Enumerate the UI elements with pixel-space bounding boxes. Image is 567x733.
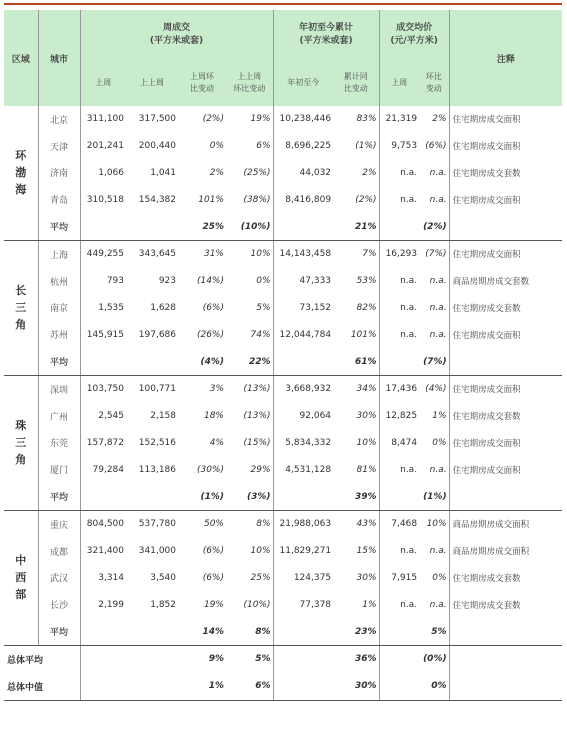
- empty-cell: [273, 645, 333, 672]
- prev-wow-change: 0%: [226, 268, 273, 295]
- note: 住宅期房成交面积: [452, 385, 521, 396]
- avg-price: n.a.: [400, 167, 418, 178]
- last-week-value: 79,284: [92, 464, 124, 475]
- yoy-change: 82%: [333, 295, 379, 322]
- empty-cell: [80, 673, 126, 700]
- wow-change: 19%: [203, 599, 224, 610]
- header-price-last-week: 上周: [379, 60, 419, 106]
- summary-wow-change: 9%: [208, 654, 224, 665]
- avg-price: 9,753: [391, 141, 418, 152]
- price-change: n.a.: [419, 268, 449, 295]
- yoy-change: 101%: [333, 321, 379, 348]
- price-change: 0%: [419, 430, 449, 457]
- week-before-value: 1,628: [150, 302, 176, 313]
- wow-change: 3%: [209, 384, 224, 395]
- note: 住宅期房成交面积: [452, 142, 521, 153]
- ytd-value: 92,064: [299, 411, 332, 422]
- city-name: 东莞: [38, 430, 80, 457]
- wow-change: (14%): [196, 276, 224, 287]
- price-change: n.a.: [419, 456, 449, 483]
- empty-cell: [126, 645, 178, 672]
- region-label: 中 西 部: [4, 510, 38, 645]
- last-week-value: 157,872: [86, 437, 124, 448]
- avg-yoy-change: 39%: [333, 483, 379, 510]
- housing-transactions-table: [4, 10, 562, 701]
- avg-price-change: (2%): [419, 213, 449, 240]
- prev-wow-change: (10%): [226, 591, 273, 618]
- summary-row: [4, 673, 562, 700]
- summary-row: [4, 645, 562, 672]
- city-name: 厦门: [38, 456, 80, 483]
- empty-cell: [273, 673, 333, 700]
- week-before-value: 200,440: [138, 141, 176, 152]
- header-price-wow-change: 环比 变动: [419, 60, 449, 106]
- ytd-value: 11,829,271: [279, 546, 332, 557]
- week-before-value: 197,686: [138, 329, 176, 340]
- summary-label: 总体中值: [4, 673, 80, 700]
- city-name: 天津: [38, 133, 80, 160]
- yoy-change: (2%): [333, 186, 379, 213]
- note: 住宅期房成交套数: [452, 573, 521, 584]
- group-average-row: [4, 348, 562, 375]
- city-name: 济南: [38, 160, 80, 187]
- city-name: 成都: [38, 538, 80, 565]
- summary-yoy-change: 30%: [333, 673, 379, 700]
- prev-wow-change: 10%: [226, 240, 273, 267]
- empty-cell: [126, 213, 178, 240]
- last-week-value: 145,915: [86, 329, 124, 340]
- city-name: 苏州: [38, 321, 80, 348]
- table-row: [4, 538, 562, 565]
- wow-change: 4%: [209, 437, 224, 448]
- ytd-value: 14,143,458: [279, 249, 332, 260]
- region-label: 珠 三 角: [4, 375, 38, 510]
- week-before-value: 341,000: [138, 546, 176, 557]
- header-yoy-change: 累计同 比变动: [333, 60, 379, 106]
- last-week-value: 201,241: [86, 141, 124, 152]
- empty-cell: [126, 673, 178, 700]
- last-week-value: 321,400: [86, 546, 124, 557]
- avg-price: n.a.: [400, 599, 418, 610]
- ytd-value: 8,416,809: [285, 194, 332, 205]
- price-change: n.a.: [419, 538, 449, 565]
- week-before-value: 1,041: [150, 167, 176, 178]
- last-week-value: 804,500: [86, 519, 124, 530]
- summary-label: 总体平均: [4, 645, 80, 672]
- avg-price: 12,825: [385, 411, 418, 422]
- avg-wow-change: 14%: [178, 618, 226, 645]
- header-city: 城市: [38, 10, 80, 106]
- note: 商品房期房成交套数: [452, 277, 530, 288]
- yoy-change: 2%: [333, 160, 379, 187]
- note: 住宅期房成交面积: [452, 438, 521, 449]
- avg-price: n.a.: [400, 329, 418, 340]
- last-week-value: 793: [106, 276, 124, 287]
- city-name: 上海: [38, 240, 80, 267]
- empty-cell: [273, 483, 333, 510]
- empty-cell: [449, 213, 562, 240]
- price-change: 10%: [419, 510, 449, 537]
- prev-wow-change: 25%: [226, 565, 273, 592]
- avg-price: 21,319: [385, 114, 418, 125]
- empty-cell: [273, 213, 333, 240]
- wow-change: (26%): [196, 329, 224, 340]
- average-label: 平均: [38, 483, 80, 510]
- empty-cell: [379, 483, 419, 510]
- yoy-change: 10%: [333, 430, 379, 457]
- header-wow-change: 上周环 比变动: [178, 60, 226, 106]
- table-row: [4, 268, 562, 295]
- ytd-value: 47,333: [299, 276, 332, 287]
- price-change: n.a.: [419, 321, 449, 348]
- ytd-value: 3,668,932: [285, 384, 332, 395]
- avg-prev-wow-change: 8%: [226, 618, 273, 645]
- note: 住宅期房成交面积: [452, 465, 521, 476]
- header-ytd-group: 年初至今累计 (平方米或套): [273, 10, 379, 60]
- avg-price: n.a.: [400, 546, 418, 557]
- yoy-change: 81%: [333, 456, 379, 483]
- empty-cell: [379, 618, 419, 645]
- table-row: [4, 565, 562, 592]
- avg-wow-change: (4%): [178, 348, 226, 375]
- empty-cell: [273, 348, 333, 375]
- empty-cell: [449, 618, 562, 645]
- yoy-change: 34%: [333, 375, 379, 402]
- avg-price: 7,915: [391, 572, 418, 583]
- group-average-row: [4, 213, 562, 240]
- yoy-change: 7%: [333, 240, 379, 267]
- region-label: 长 三 角: [4, 240, 38, 375]
- avg-price: n.a.: [400, 194, 418, 205]
- summary-prev-wow-change: 5%: [226, 645, 273, 672]
- header-price-group: 成交均价 (元/平方米): [379, 10, 449, 60]
- city-name: 广州: [38, 403, 80, 430]
- summary-yoy-change: 36%: [333, 645, 379, 672]
- table-row: [4, 375, 562, 402]
- header-region: 区域: [4, 10, 38, 106]
- city-name: 杭州: [38, 268, 80, 295]
- ytd-value: 77,378: [299, 599, 332, 610]
- ytd-value: 124,375: [293, 572, 332, 583]
- prev-wow-change: (15%): [226, 430, 273, 457]
- avg-price-change: 5%: [419, 618, 449, 645]
- prev-wow-change: (38%): [226, 186, 273, 213]
- ytd-value: 4,531,128: [285, 464, 332, 475]
- summary-price-change: 0%: [419, 673, 449, 700]
- header-last-week: 上周: [80, 60, 126, 106]
- last-week-value: 2,199: [98, 599, 124, 610]
- last-week-value: 103,750: [86, 384, 124, 395]
- prev-wow-change: 5%: [226, 295, 273, 322]
- avg-prev-wow-change: (10%): [226, 213, 273, 240]
- table-row: [4, 321, 562, 348]
- table-row: [4, 510, 562, 537]
- table-body: [4, 106, 562, 700]
- region-label: 环 渤 海: [4, 106, 38, 240]
- avg-wow-change: (1%): [178, 483, 226, 510]
- price-change: n.a.: [419, 295, 449, 322]
- price-change: 2%: [419, 106, 449, 133]
- empty-cell: [126, 618, 178, 645]
- avg-prev-wow-change: 22%: [226, 348, 273, 375]
- table-row: [4, 133, 562, 160]
- prev-wow-change: 74%: [226, 321, 273, 348]
- week-before-value: 1,852: [150, 599, 176, 610]
- week-before-value: 317,500: [138, 114, 176, 125]
- last-week-value: 2,545: [98, 411, 124, 422]
- avg-price: n.a.: [400, 302, 418, 313]
- city-name: 重庆: [38, 510, 80, 537]
- empty-cell: [379, 645, 419, 672]
- table-row: [4, 430, 562, 457]
- week-before-value: 923: [158, 276, 176, 287]
- ytd-value: 21,988,063: [279, 519, 332, 530]
- yoy-change: 1%: [333, 591, 379, 618]
- empty-cell: [80, 645, 126, 672]
- empty-cell: [379, 213, 419, 240]
- city-name: 北京: [38, 106, 80, 133]
- last-week-value: 310,518: [86, 194, 124, 205]
- price-change: 0%: [419, 565, 449, 592]
- avg-yoy-change: 23%: [333, 618, 379, 645]
- header-ytd: 年初至今: [273, 60, 333, 106]
- note: 住宅期房成交套数: [452, 412, 521, 423]
- table-row: [4, 456, 562, 483]
- table-row: [4, 186, 562, 213]
- summary-prev-wow-change: 6%: [226, 673, 273, 700]
- week-before-value: 100,771: [138, 384, 176, 395]
- prev-wow-change: 10%: [226, 538, 273, 565]
- last-week-value: 311,100: [86, 114, 124, 125]
- week-before-value: 2,158: [150, 411, 176, 422]
- average-label: 平均: [38, 618, 80, 645]
- table-row: [4, 240, 562, 267]
- prev-wow-change: 29%: [226, 456, 273, 483]
- ytd-value: 44,032: [299, 167, 332, 178]
- price-change: n.a.: [419, 160, 449, 187]
- yoy-change: 53%: [333, 268, 379, 295]
- table-row: [4, 295, 562, 322]
- price-change: n.a.: [419, 591, 449, 618]
- header-weekly-group: 周成交 (平方米或套): [80, 10, 273, 60]
- prev-wow-change: 19%: [226, 106, 273, 133]
- price-change: (7%): [419, 240, 449, 267]
- avg-price: 17,436: [385, 384, 418, 395]
- summary-price-change: (0%): [419, 645, 449, 672]
- avg-price: 16,293: [385, 249, 418, 260]
- empty-cell: [80, 348, 126, 375]
- week-before-value: 3,540: [150, 572, 176, 583]
- empty-cell: [379, 673, 419, 700]
- avg-price: 8,474: [391, 437, 418, 448]
- ytd-value: 8,696,225: [285, 141, 332, 152]
- price-change: (4%): [419, 375, 449, 402]
- yoy-change: 30%: [333, 565, 379, 592]
- note: 商品房期房成交面积: [452, 520, 530, 531]
- prev-wow-change: 6%: [226, 133, 273, 160]
- group-average-row: [4, 483, 562, 510]
- last-week-value: 1,066: [98, 167, 124, 178]
- empty-cell: [449, 348, 562, 375]
- wow-change: 31%: [203, 249, 224, 260]
- wow-change: 2%: [209, 167, 224, 178]
- wow-change: 18%: [203, 411, 224, 422]
- note: 住宅期房成交面积: [452, 330, 521, 341]
- summary-wow-change: 1%: [178, 673, 226, 700]
- price-change: n.a.: [419, 186, 449, 213]
- top-rule: [4, 3, 562, 5]
- wow-change: (30%): [196, 464, 224, 475]
- empty-cell: [80, 483, 126, 510]
- yoy-change: 15%: [333, 538, 379, 565]
- week-before-value: 113,186: [138, 464, 176, 475]
- empty-cell: [80, 213, 126, 240]
- ytd-value: 10,238,446: [279, 114, 332, 125]
- header-note: 注释: [449, 10, 562, 106]
- wow-change: 101%: [198, 194, 224, 205]
- note: 住宅期房成交面积: [452, 195, 521, 206]
- note: 住宅期房成交套数: [452, 600, 521, 611]
- price-change: 1%: [419, 403, 449, 430]
- yoy-change: 30%: [333, 403, 379, 430]
- avg-price: n.a.: [400, 276, 418, 287]
- ytd-value: 5,834,332: [285, 437, 332, 448]
- week-before-value: 154,382: [138, 194, 176, 205]
- prev-wow-change: (13%): [226, 375, 273, 402]
- yoy-change: 43%: [333, 510, 379, 537]
- wow-change: 50%: [203, 519, 224, 530]
- average-label: 平均: [38, 213, 80, 240]
- avg-price-change: (7%): [419, 348, 449, 375]
- city-name: 青岛: [38, 186, 80, 213]
- week-before-value: 152,516: [138, 437, 176, 448]
- wow-change: 0%: [209, 141, 224, 152]
- price-change: (6%): [419, 133, 449, 160]
- avg-prev-wow-change: (3%): [226, 483, 273, 510]
- wow-change: (6%): [202, 572, 224, 583]
- prev-wow-change: (25%): [226, 160, 273, 187]
- wow-change: (6%): [202, 546, 224, 557]
- last-week-value: 3,314: [98, 572, 124, 583]
- note: 商品房期房成交面积: [452, 547, 530, 558]
- avg-price: n.a.: [400, 464, 418, 475]
- average-label: 平均: [38, 348, 80, 375]
- week-before-value: 537,780: [138, 519, 176, 530]
- header-week-before: 上上周: [126, 60, 178, 106]
- city-name: 武汉: [38, 565, 80, 592]
- last-week-value: 449,255: [86, 249, 124, 260]
- prev-wow-change: (13%): [226, 403, 273, 430]
- avg-price: 7,468: [391, 519, 418, 530]
- empty-cell: [126, 348, 178, 375]
- empty-cell: [80, 618, 126, 645]
- week-before-value: 343,645: [138, 249, 176, 260]
- avg-price-change: (1%): [419, 483, 449, 510]
- note: 住宅期房成交套数: [452, 303, 521, 314]
- avg-yoy-change: 61%: [333, 348, 379, 375]
- table-row: [4, 160, 562, 187]
- wow-change: (2%): [202, 114, 224, 125]
- wow-change: (6%): [202, 302, 224, 313]
- avg-wow-change: 25%: [178, 213, 226, 240]
- yoy-change: 83%: [333, 106, 379, 133]
- group-average-row: [4, 618, 562, 645]
- empty-cell: [273, 618, 333, 645]
- note: 住宅期房成交面积: [452, 115, 521, 126]
- last-week-value: 1,535: [98, 302, 124, 313]
- note: 住宅期房成交面积: [452, 250, 521, 261]
- note: 住宅期房成交套数: [452, 168, 521, 179]
- header-prev-wow-change: 上上周 环比变动: [226, 60, 273, 106]
- prev-wow-change: 8%: [226, 510, 273, 537]
- empty-cell: [449, 483, 562, 510]
- table-row: [4, 591, 562, 618]
- city-name: 深圳: [38, 375, 80, 402]
- ytd-value: 12,044,784: [279, 329, 332, 340]
- empty-cell: [449, 645, 562, 672]
- avg-yoy-change: 21%: [333, 213, 379, 240]
- ytd-value: 73,152: [299, 302, 332, 313]
- empty-cell: [379, 348, 419, 375]
- city-name: 南京: [38, 295, 80, 322]
- city-name: 长沙: [38, 591, 80, 618]
- table-row: [4, 403, 562, 430]
- yoy-change: (1%): [333, 133, 379, 160]
- table-row: [4, 106, 562, 133]
- empty-cell: [126, 483, 178, 510]
- empty-cell: [449, 673, 562, 700]
